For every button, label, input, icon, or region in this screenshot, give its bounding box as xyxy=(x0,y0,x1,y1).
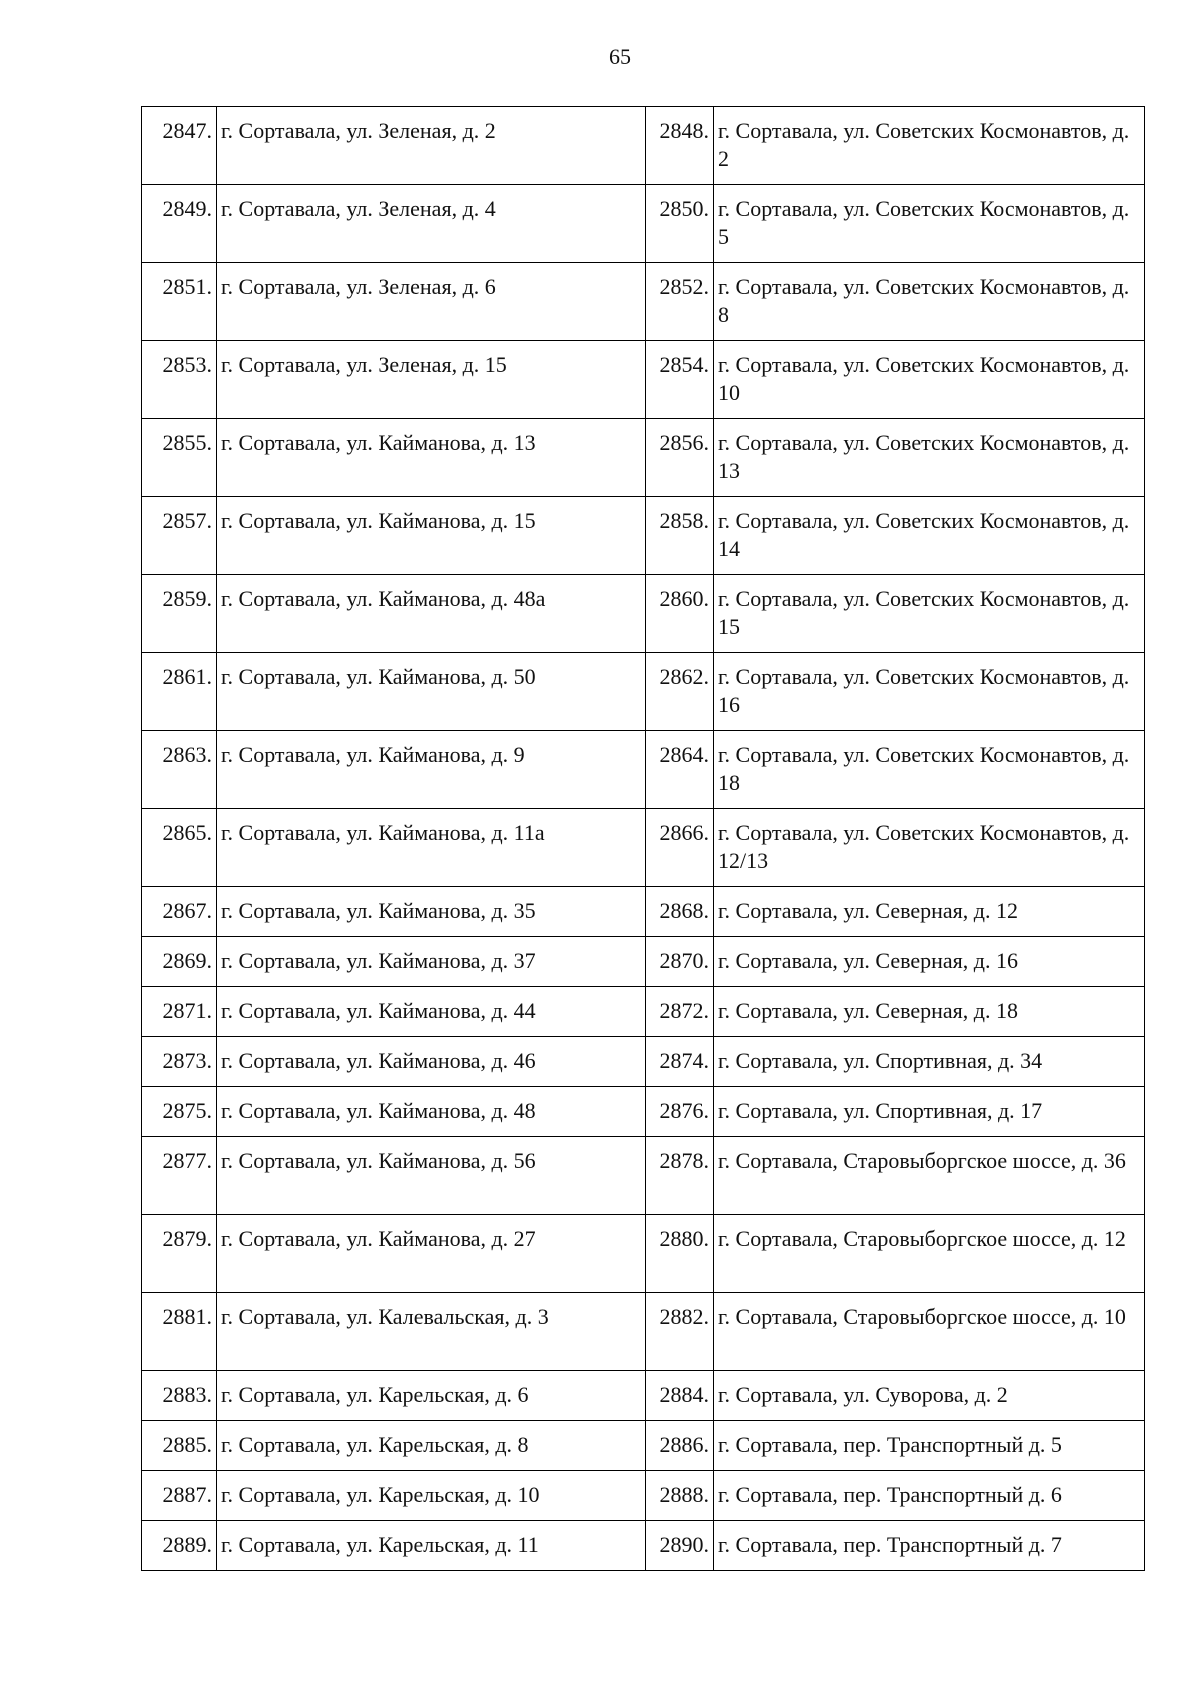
address-right: г. Сортавала, ул. Советских Космонавтов, д. 12/13 xyxy=(714,809,1145,887)
entry-number-left: 2849. xyxy=(142,185,217,263)
address-left: г. Сортавала, ул. Кайманова, д. 9 xyxy=(217,731,646,809)
entry-number-left: 2867. xyxy=(142,887,217,937)
entry-number-right: 2864. xyxy=(646,731,714,809)
entry-number-right: 2880. xyxy=(646,1215,714,1293)
entry-number-right: 2890. xyxy=(646,1521,714,1571)
entry-number-left: 2865. xyxy=(142,809,217,887)
address-right: г. Сортавала, ул. Советских Космонавтов, д. 18 xyxy=(714,731,1145,809)
entry-number-right: 2870. xyxy=(646,937,714,987)
address-left: г. Сортавала, ул. Кайманова, д. 50 xyxy=(217,653,646,731)
table-row xyxy=(142,1421,1145,1471)
address-left: г. Сортавала, ул. Кайманова, д. 35 xyxy=(217,887,646,937)
table-row xyxy=(142,185,1145,263)
table-row xyxy=(142,341,1145,419)
table-row xyxy=(142,1087,1145,1137)
entry-number-right: 2874. xyxy=(646,1037,714,1087)
table-row xyxy=(142,1037,1145,1087)
table-row xyxy=(142,887,1145,937)
entry-number-left: 2889. xyxy=(142,1521,217,1571)
table-row xyxy=(142,1137,1145,1215)
address-left: г. Сортавала, ул. Калевальская, д. 3 xyxy=(217,1293,646,1371)
entry-number-right: 2848. xyxy=(646,107,714,185)
table-row xyxy=(142,987,1145,1037)
address-left: г. Сортавала, ул. Зеленая, д. 6 xyxy=(217,263,646,341)
entry-number-left: 2861. xyxy=(142,653,217,731)
entry-number-left: 2875. xyxy=(142,1087,217,1137)
table-row xyxy=(142,1521,1145,1571)
address-right: г. Сортавала, ул. Советских Космонавтов, д. 16 xyxy=(714,653,1145,731)
address-table xyxy=(141,106,1145,1571)
address-left: г. Сортавала, ул. Кайманова, д. 13 xyxy=(217,419,646,497)
entry-number-right: 2876. xyxy=(646,1087,714,1137)
entry-number-left: 2857. xyxy=(142,497,217,575)
table-row xyxy=(142,107,1145,185)
table-row xyxy=(142,1293,1145,1371)
address-left: г. Сортавала, ул. Карельская, д. 6 xyxy=(217,1371,646,1421)
address-right: г. Сортавала, ул. Советских Космонавтов, д. 8 xyxy=(714,263,1145,341)
entry-number-left: 2855. xyxy=(142,419,217,497)
table-row xyxy=(142,653,1145,731)
address-right: г. Сортавала, Старовыборгское шоссе, д. 36 xyxy=(714,1137,1145,1215)
address-table-body xyxy=(142,107,1145,1571)
address-right: г. Сортавала, ул. Советских Космонавтов, д. 10 xyxy=(714,341,1145,419)
page-number: 65 xyxy=(609,44,631,69)
entry-number-right: 2852. xyxy=(646,263,714,341)
address-right: г. Сортавала, ул. Советских Космонавтов, д. 14 xyxy=(714,497,1145,575)
entry-number-left: 2883. xyxy=(142,1371,217,1421)
entry-number-left: 2885. xyxy=(142,1421,217,1471)
address-right: г. Сортавала, ул. Суворова, д. 2 xyxy=(714,1371,1145,1421)
entry-number-left: 2859. xyxy=(142,575,217,653)
address-right: г. Сортавала, ул. Советских Космонавтов, д. 2 xyxy=(714,107,1145,185)
table-row xyxy=(142,809,1145,887)
entry-number-right: 2866. xyxy=(646,809,714,887)
address-right: г. Сортавала, ул. Спортивная, д. 34 xyxy=(714,1037,1145,1087)
address-right: г. Сортавала, ул. Советских Космонавтов, д. 13 xyxy=(714,419,1145,497)
table-row xyxy=(142,1371,1145,1421)
entry-number-right: 2858. xyxy=(646,497,714,575)
entry-number-right: 2888. xyxy=(646,1471,714,1521)
address-left: г. Сортавала, ул. Карельская, д. 10 xyxy=(217,1471,646,1521)
entry-number-left: 2879. xyxy=(142,1215,217,1293)
entry-number-left: 2853. xyxy=(142,341,217,419)
address-left: г. Сортавала, ул. Карельская, д. 11 xyxy=(217,1521,646,1571)
address-left: г. Сортавала, ул. Кайманова, д. 46 xyxy=(217,1037,646,1087)
entry-number-right: 2872. xyxy=(646,987,714,1037)
address-left: г. Сортавала, ул. Кайманова, д. 15 xyxy=(217,497,646,575)
address-right: г. Сортавала, Старовыборгское шоссе, д. 10 xyxy=(714,1293,1145,1371)
address-left: г. Сортавала, ул. Кайманова, д. 56 xyxy=(217,1137,646,1215)
entry-number-right: 2862. xyxy=(646,653,714,731)
address-right: г. Сортавала, Старовыборгское шоссе, д. 12 xyxy=(714,1215,1145,1293)
address-right: г. Сортавала, пер. Транспортный д. 5 xyxy=(714,1421,1145,1471)
entry-number-left: 2877. xyxy=(142,1137,217,1215)
address-left: г. Сортавала, ул. Карельская, д. 8 xyxy=(217,1421,646,1471)
entry-number-right: 2868. xyxy=(646,887,714,937)
entry-number-left: 2887. xyxy=(142,1471,217,1521)
address-left: г. Сортавала, ул. Зеленая, д. 2 xyxy=(217,107,646,185)
entry-number-left: 2847. xyxy=(142,107,217,185)
entry-number-left: 2851. xyxy=(142,263,217,341)
entry-number-right: 2878. xyxy=(646,1137,714,1215)
entry-number-left: 2873. xyxy=(142,1037,217,1087)
entry-number-right: 2850. xyxy=(646,185,714,263)
table-row xyxy=(142,497,1145,575)
address-left: г. Сортавала, ул. Кайманова, д. 27 xyxy=(217,1215,646,1293)
address-left: г. Сортавала, ул. Кайманова, д. 11а xyxy=(217,809,646,887)
table-row xyxy=(142,419,1145,497)
table-row xyxy=(142,1471,1145,1521)
entry-number-right: 2860. xyxy=(646,575,714,653)
address-right: г. Сортавала, ул. Северная, д. 16 xyxy=(714,937,1145,987)
address-left: г. Сортавала, ул. Зеленая, д. 15 xyxy=(217,341,646,419)
address-left: г. Сортавала, ул. Кайманова, д. 37 xyxy=(217,937,646,987)
entry-number-left: 2871. xyxy=(142,987,217,1037)
table-row xyxy=(142,1215,1145,1293)
address-left: г. Сортавала, ул. Кайманова, д. 44 xyxy=(217,987,646,1037)
address-right: г. Сортавала, ул. Северная, д. 18 xyxy=(714,987,1145,1037)
table-row xyxy=(142,937,1145,987)
table-row xyxy=(142,575,1145,653)
address-right: г. Сортавала, пер. Транспортный д. 7 xyxy=(714,1521,1145,1571)
entry-number-left: 2863. xyxy=(142,731,217,809)
address-right: г. Сортавала, ул. Спортивная, д. 17 xyxy=(714,1087,1145,1137)
address-right: г. Сортавала, ул. Советских Космонавтов, д. 5 xyxy=(714,185,1145,263)
entry-number-left: 2881. xyxy=(142,1293,217,1371)
address-right: г. Сортавала, ул. Северная, д. 12 xyxy=(714,887,1145,937)
table-row xyxy=(142,731,1145,809)
entry-number-right: 2856. xyxy=(646,419,714,497)
address-left: г. Сортавала, ул. Кайманова, д. 48а xyxy=(217,575,646,653)
entry-number-right: 2854. xyxy=(646,341,714,419)
entry-number-left: 2869. xyxy=(142,937,217,987)
address-right: г. Сортавала, ул. Советских Космонавтов, д. 15 xyxy=(714,575,1145,653)
address-left: г. Сортавала, ул. Зеленая, д. 4 xyxy=(217,185,646,263)
entry-number-right: 2882. xyxy=(646,1293,714,1371)
address-right: г. Сортавала, пер. Транспортный д. 6 xyxy=(714,1471,1145,1521)
address-left: г. Сортавала, ул. Кайманова, д. 48 xyxy=(217,1087,646,1137)
entry-number-right: 2886. xyxy=(646,1421,714,1471)
table-row xyxy=(142,263,1145,341)
entry-number-right: 2884. xyxy=(646,1371,714,1421)
